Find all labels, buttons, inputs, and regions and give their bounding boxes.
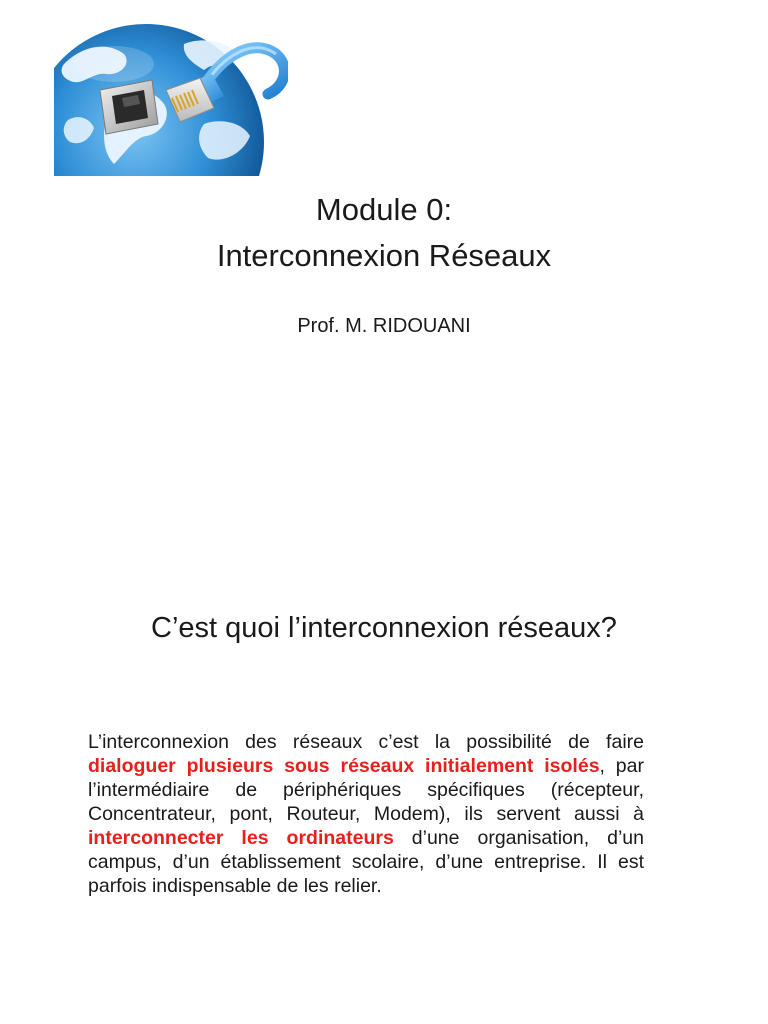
course-title: Interconnexion Réseaux — [216, 238, 552, 273]
paragraph-text-2: , par l’intermédiaire de périphériques spécifiques (récepteur, Concentrateur, pont, Routeur, Modem), ils servent aussi à — [88, 755, 644, 825]
paragraph-text-1: L’interconnexion des réseaux c’est la possibilité de faire — [88, 731, 644, 753]
module-label: Module 0: — [315, 192, 453, 227]
definition-paragraph — [88, 730, 644, 898]
slide-title-line-1 — [0, 190, 768, 230]
author-name: Prof. M. RIDOUANI — [297, 315, 471, 337]
highlight-dialoguer: dialoguer plusieurs sous réseaux initialement isolés — [88, 755, 600, 777]
content-slide — [0, 512, 768, 1024]
slide-question-heading: C’est quoi l’interconnexion réseaux? — [151, 612, 617, 644]
globe-ethernet-cable-icon — [54, 24, 288, 176]
slide-title-line-2 — [0, 236, 768, 276]
paragraph-text-3: d’une organisation, d’un campus, d’un établissement scolaire, d’une entreprise. Il est parfois indispensable de les relier. — [88, 827, 644, 897]
highlight-interconnecter: interconnecter les ordinateurs — [88, 827, 394, 849]
